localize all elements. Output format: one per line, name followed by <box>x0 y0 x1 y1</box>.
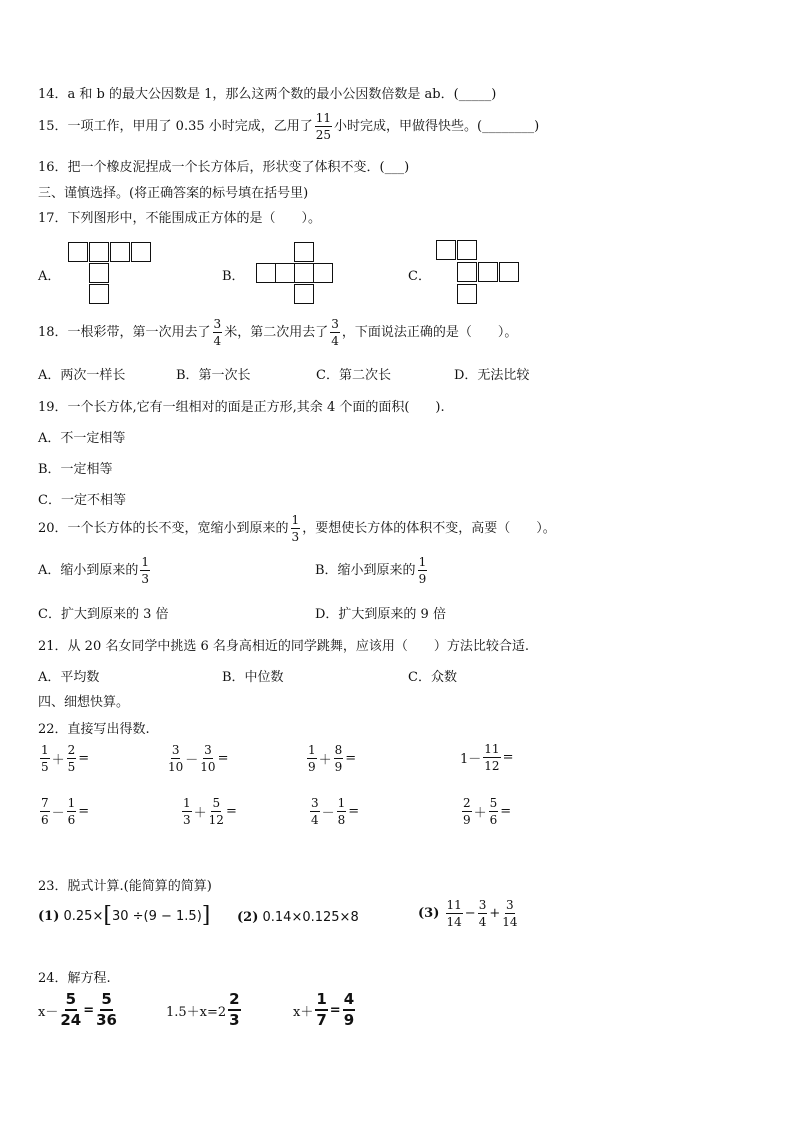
question-16: 16．把一个橡皮泥捏成一个长方体后，形状变了体积不变．(___) <box>38 160 410 175</box>
equation-1: x－ $\frac{5}{24}$ = $\frac{5}{36}$ <box>38 990 117 1029</box>
section-3-heading: 三、谨慎选择。(将正确答案的标号填在括号里) <box>38 186 309 201</box>
option-a-label: A． <box>38 269 61 284</box>
question-17: 17．下列图形中，不能围成正方体的是（ ）。 <box>38 211 322 226</box>
calc-item: $\frac{1}{5}$ ＋ $\frac{2}{5}$ = <box>41 743 90 774</box>
calc-item: $\frac{3}{4}$ － $\frac{1}{8}$ = <box>311 796 360 827</box>
q18-option-d: D．无法比较 <box>454 368 530 383</box>
question-22: 22．直接写出得数. <box>38 722 150 737</box>
q23-expr-3: (3) $\frac{11}{14}$ − $\frac{3}{4}$ + $\frac{3}{14}$ <box>418 898 518 929</box>
q20-option-d: D．扩大到原来的 9 倍 <box>315 607 446 622</box>
q20-option-b: B．缩小到原来的 $\frac{1}{9}$ <box>315 555 427 586</box>
q21-option-b: B．中位数 <box>222 670 284 685</box>
question-15: 15．一项工作，甲用了 0.35 小时完成，乙用了 $\frac{11}{25}$ 小时完成，甲做得快些。(________) <box>38 111 540 142</box>
question-23: 23．脱式计算.(能简算的简算) <box>38 879 212 894</box>
question-18: 18．一根彩带，第一次用去了 $\frac{3}{4}$ 米，第二次用去了 $\frac{3}{4}$ ，下面说法正确的是（ ）。 <box>38 317 518 348</box>
q19-option-c: C．一定不相等 <box>38 493 126 508</box>
q21-option-c: C．众数 <box>408 670 457 685</box>
calc-item: 1－ $\frac{11}{12}$ = <box>460 742 514 773</box>
calc-item: $\frac{1}{9}$ ＋ $\frac{8}{9}$ = <box>308 743 357 774</box>
q18-option-b: B．第一次长 <box>176 368 251 383</box>
calc-item: $\frac{7}{6}$ － $\frac{1}{6}$ = <box>41 796 90 827</box>
section-4-heading: 四、细想快算。 <box>38 695 130 710</box>
q20-option-c: C．扩大到原来的 3 倍 <box>38 607 169 622</box>
question-14: 14．a 和 b 的最大公因数是 1，那么这两个数的最小公因数倍数是 ab．(_____) <box>38 87 497 102</box>
q20-option-a: A．缩小到原来的 $\frac{1}{3}$ <box>38 555 150 586</box>
q23-expr-1: (1) 0.25× [ 30 ÷ ( 9 − 1.5 ) ] <box>38 903 211 928</box>
calc-item: $\frac{1}{3}$ ＋ $\frac{5}{12}$ = <box>183 796 237 827</box>
q23-expr-2: (2) 0.14×0.125×8 <box>237 910 359 925</box>
q21-option-a: A．平均数 <box>38 670 100 685</box>
q19-option-b: B．一定相等 <box>38 462 113 477</box>
calc-item: $\frac{2}{9}$ ＋ $\frac{5}{6}$ = <box>463 796 512 827</box>
equation-2: 1.5＋x=2 $\frac{2}{3}$ <box>166 990 240 1029</box>
calc-item: $\frac{3}{10}$ － $\frac{3}{10}$ = <box>168 743 229 774</box>
question-19: 19．一个长方体,它有一组相对的面是正方形,其余 4 个面的面积( ). <box>38 400 445 415</box>
q18-option-a: A．两次一样长 <box>38 368 126 383</box>
q19-option-a: A．不一定相等 <box>38 431 126 446</box>
option-b-label: B． <box>222 269 245 284</box>
question-24: 24．解方程. <box>38 971 111 986</box>
equation-3: x＋ $\frac{1}{7}$ = $\frac{4}{9}$ <box>293 990 355 1029</box>
question-20: 20．一个长方体的长不变，宽缩小到原来的 $\frac{1}{3}$ ，要想使长方体的体积不变，高要（ ）。 <box>38 513 556 544</box>
option-c-label: C． <box>408 269 431 284</box>
question-21: 21．从 20 名女同学中挑选 6 名身高相近的同学跳舞，应该用（ ）方法比较合适. <box>38 639 530 654</box>
q18-option-c: C．第二次长 <box>316 368 391 383</box>
